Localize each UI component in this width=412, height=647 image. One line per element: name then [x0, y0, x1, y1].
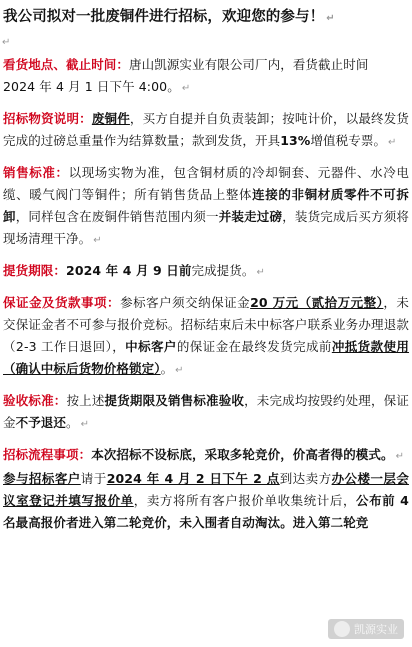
bold-text: 本次招标不设标底，采取多轮竞价，价高者得的模式。: [91, 447, 394, 462]
bold-text: 2024 年 4 月 9 日前: [66, 263, 192, 278]
section-text: ，装货完成后买方须将现场清理干净。: [3, 209, 409, 246]
bold-text: 不予退还: [15, 415, 67, 430]
bold-text: 2024 年 4 月 2 日下午 2 点: [106, 471, 280, 486]
bold-text: 并装走过磅: [218, 209, 283, 224]
section-label: 招标流程事项：: [3, 447, 92, 462]
section-label: 销售标准：: [3, 165, 69, 180]
paragraph-mark: ↵: [388, 137, 397, 148]
section-label: 招标物资说明：: [3, 111, 92, 126]
bold-text: 公布前 4 名最高报价者进入第二轮竞价，未入围者自动淘汰。进入第二轮竞: [3, 493, 409, 530]
paragraph-mark: ↵: [93, 235, 102, 246]
section-text: 增值税专票。: [310, 133, 387, 148]
paragraph-mark: ↵: [256, 267, 265, 278]
bold-text: 参与招标客户: [3, 471, 81, 486]
title-text: 我公司拟对一批废铜件进行招标，欢迎您的参与！: [3, 9, 325, 25]
section-label: 提货期限：: [3, 263, 67, 278]
brand-logo-icon: [334, 621, 350, 637]
section-label: 保证金及货款事项：: [3, 295, 121, 310]
section-text: 以现场实物为准，包含铜材质的冷却铜套、元器件、水冷电缆、暖气阀门等铜件；所有销售货品上整体: [3, 165, 409, 202]
section-text: ，同样包含在废铜件销售范围内须一: [15, 209, 219, 224]
section-text: 唐山凯源实业有限公司厂内，看货截止时间: [129, 57, 369, 72]
paragraph-mark: ↵: [80, 419, 90, 430]
section-text: 。: [66, 415, 79, 430]
bold-text: 13%: [280, 133, 311, 148]
section-sales-standard: [0, 162, 412, 252]
bold-text: 办公楼一层会议室登记并填写报价单: [3, 471, 409, 508]
bold-text: 提货期限及销售标准验收: [104, 393, 245, 408]
bold-text: 20 万元（贰拾万元整）: [250, 295, 384, 310]
section-text: 。: [160, 361, 174, 376]
section-text: 按上述: [66, 393, 105, 408]
bold-text: 废铜件: [91, 111, 130, 126]
section-text: 2024 年 4 月 1 日下午 4:00。: [3, 79, 180, 94]
section-text: 请于: [80, 471, 107, 486]
paragraph-mark: ↵: [181, 83, 191, 94]
section-text: 的保证金在最终发货完成前: [176, 339, 332, 354]
watermark: [328, 619, 404, 639]
section-text: ，卖方将所有客户报价单收集统计后，: [133, 493, 357, 508]
section-pickup: [0, 260, 412, 284]
section-label: 看货地点、截止时间：: [3, 57, 130, 72]
section-text: ，买方自提并自负责装卸；按吨计价，以最终发货完成的过磅总重量作为结算数量；款到发货，开具: [3, 111, 410, 148]
watermark-text: 凯源实业: [354, 623, 398, 636]
paragraph-mark: ↵: [2, 37, 11, 48]
section-text: 到达卖方: [279, 471, 332, 486]
bold-text: 冲抵货款使用（确认中标后货物价格锁定）: [3, 339, 410, 376]
bold-text: 连接的非铜材质零件不可拆卸: [3, 187, 410, 224]
section-acceptance: [0, 390, 412, 436]
section-text: ，未交保证金者不可参与报价竞标。招标结束后未中标客户联系业务办理退款（2-3 工作日退回），: [3, 295, 409, 354]
section-process: [0, 444, 412, 468]
paragraph-mark: ↵: [395, 451, 405, 462]
section-deposit: [0, 292, 412, 382]
section-registration: [0, 468, 412, 534]
section-text: 参标客户须交纳保证金: [120, 295, 251, 310]
paragraph-mark: ↵: [326, 13, 335, 24]
section-label: 验收标准：: [3, 393, 67, 408]
section-viewing: [0, 54, 412, 100]
empty-paragraph: [0, 30, 412, 52]
section-goods: [0, 108, 412, 154]
page-title: [0, 0, 412, 30]
section-text: ，未完成均按毁约处理，保证金: [3, 393, 409, 430]
paragraph-mark: ↵: [175, 365, 184, 376]
section-text: 完成提货。: [191, 263, 255, 278]
bold-text: 中标客户: [125, 339, 177, 354]
